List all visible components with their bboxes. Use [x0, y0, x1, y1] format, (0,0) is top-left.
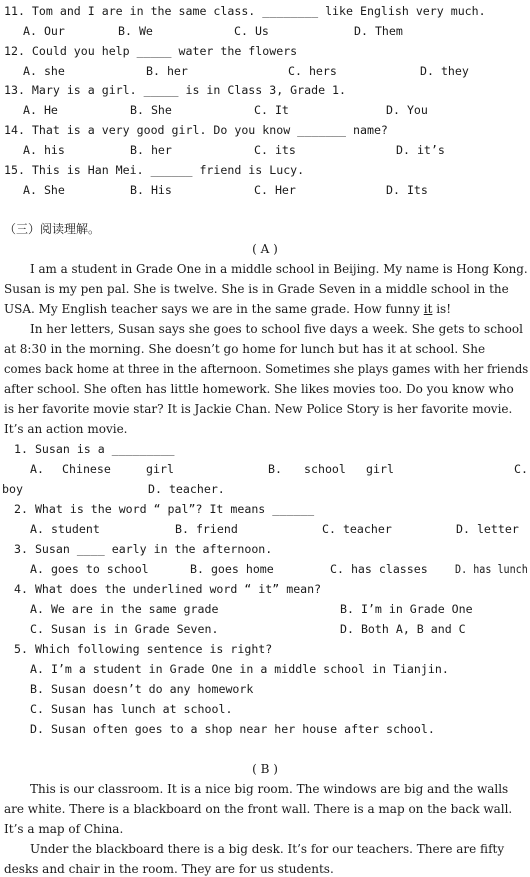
question-stem: 4. What does the underlined word “ it” mean? — [14, 582, 322, 596]
passage-line: are white. There is a blackboard on the front wall. There is a map on the back wall. — [4, 802, 513, 816]
underlined-word: it — [423, 302, 433, 316]
option: girl — [146, 462, 174, 476]
option: B. her — [130, 143, 172, 157]
option: boy — [2, 482, 23, 496]
question-stem: 5. Which following sentence is right? — [14, 642, 273, 656]
option: B. her — [146, 64, 188, 78]
option: C. Susan has lunch at school. — [30, 702, 233, 716]
option: A. She — [23, 183, 65, 197]
passage-line: Susan is my pen pal. She is twelve. She is in Grade Seven in a middle school in the — [4, 282, 509, 296]
option: C. It — [254, 103, 289, 117]
option: B. His — [130, 183, 172, 197]
option: C. has classes — [330, 562, 428, 576]
passage-line: desks and chair in the room. They are for us students. — [4, 862, 334, 876]
option: A. He — [23, 103, 58, 117]
option: D. it’s — [396, 143, 445, 157]
option: A. We are in the same grade — [30, 602, 219, 616]
option: D. Both A, B and C — [340, 622, 466, 636]
option: C. Her — [254, 183, 296, 197]
option: B. friend — [175, 522, 238, 536]
option: Chinese — [62, 462, 111, 476]
option: A. — [30, 462, 44, 476]
option: D. they — [420, 64, 469, 78]
passage-line: It’s an action movie. — [4, 422, 128, 436]
option: girl — [366, 462, 394, 476]
option: B. She — [130, 103, 172, 117]
option: A. Our — [23, 24, 65, 38]
question-stem: 13. Mary is a girl. _____ is in Class 3, Grade 1. — [4, 83, 347, 97]
option: school — [304, 462, 346, 476]
option: B. Susan doesn’t do any homework — [30, 682, 254, 696]
option: D. Its — [386, 183, 428, 197]
question-stem: 1. Susan is a _________ — [14, 442, 175, 456]
option: C. Susan is in Grade Seven. — [30, 622, 219, 636]
question-stem: 2. What is the word “ pal”? It means ______ — [14, 502, 315, 516]
option: D. letter — [456, 522, 519, 536]
option: D. You — [386, 103, 428, 117]
question-stem: 12. Could you help _____ water the flowers — [4, 44, 298, 58]
option: D. has lunch — [455, 562, 528, 576]
passage-heading: ( B ) — [252, 762, 278, 776]
option: C. — [514, 462, 528, 476]
passage-line: This is our classroom. It is a nice big room. The windows are big and the walls — [30, 782, 509, 796]
passage-line: It’s a map of China. — [4, 822, 124, 836]
passage-line: after school. She often has little homework. She likes movies too. Do you know who — [4, 382, 514, 396]
question-stem: 14. That is a very good girl. Do you know _______ name? — [4, 123, 388, 137]
option: D. teacher. — [148, 482, 225, 496]
option: A. student — [30, 522, 100, 536]
passage-line: USA. My English teacher says we are in the same grade. How funny it is! — [4, 302, 452, 316]
option: C. teacher — [322, 522, 392, 536]
option: B. I’m in Grade One — [340, 602, 473, 616]
option: D. Them — [354, 24, 403, 38]
passage-line: at 8:30 in the morning. She doesn’t go home for lunch but has it at school. She — [4, 342, 486, 356]
question-stem: 3. Susan ____ early in the afternoon. — [14, 542, 273, 556]
passage-line: I am a student in Grade One in a middle school in Beijing. My name is Hong Kong. — [30, 262, 528, 276]
passage-line: comes back home at three in the afternoon. Sometimes she plays games with her friends — [4, 362, 529, 376]
section-heading: （三）阅读理解。 — [4, 222, 101, 236]
question-stem: 15. This is Han Mei. ______ friend is Lucy. — [4, 163, 305, 177]
passage-line: In her letters, Susan says she goes to school five days a week. She gets to school — [30, 322, 523, 336]
passage-heading: ( A ) — [252, 242, 278, 256]
option: D. Susan often goes to a shop near her house after school. — [30, 722, 435, 736]
option: B. We — [118, 24, 153, 38]
option: A. she — [23, 64, 65, 78]
option: A. goes to school — [30, 562, 149, 576]
option: A. I’m a student in Grade One in a middle school in Tianjin. — [30, 662, 449, 676]
option: C. its — [254, 143, 296, 157]
option: A. his — [23, 143, 65, 157]
option: B. — [268, 462, 282, 476]
option: C. Us — [234, 24, 269, 38]
question-stem: 11. Tom and I are in the same class. ________ like English very much. — [4, 4, 486, 18]
option: B. goes home — [190, 562, 274, 576]
passage-line: Under the blackboard there is a big desk. It’s for our teachers. There are fifty — [30, 842, 505, 856]
option: C. hers — [288, 64, 337, 78]
passage-line: is her favorite movie star? It is Jackie Chan. New Police Story is her favorite movie. — [4, 402, 513, 416]
